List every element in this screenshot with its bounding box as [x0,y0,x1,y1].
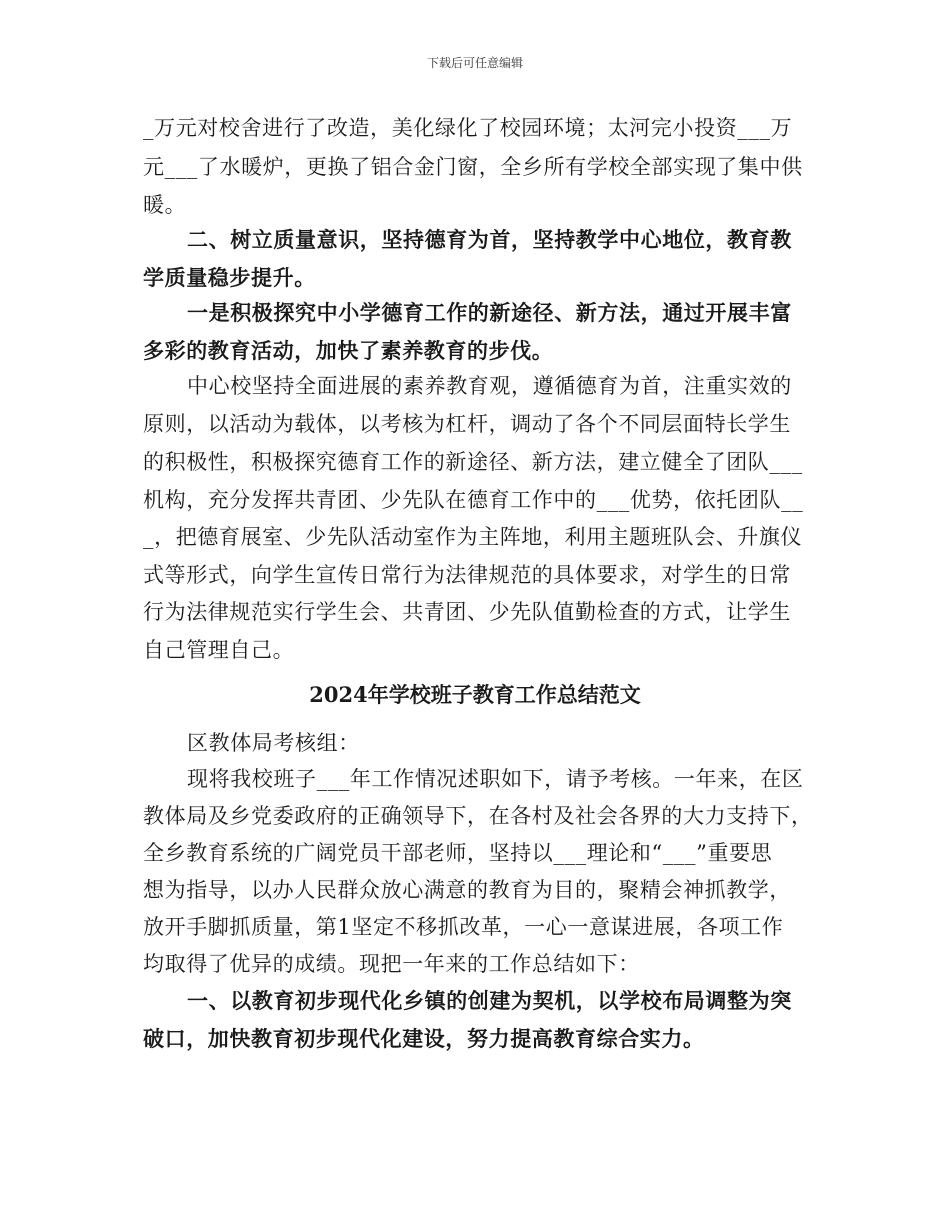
paragraph-line: 元___了水暖炉，更换了铝合金门窗，全乡所有学校全部实现了集中供 [143,155,803,179]
document-title: 2024年学校班子教育工作总结范文 [309,682,641,707]
paragraph-line: 教体局及乡党委政府的正确领导下，在各村及社会各界的大力支持下， [143,804,813,828]
paragraph-line: 机构，充分发挥共青团、少先队在德育工作中的___优势，依托团队__ [143,488,804,512]
page-header: 下载后可任意编辑 [426,56,523,70]
paragraph-line: 行为法律规范实行学生会、共青团、少先队值勤检查的方式，让学生 [143,600,791,624]
paragraph-line: _，把德育展室、少先队活动室作为主阵地，利用主题班队会、升旗仪 [143,525,803,549]
paragraph-line: 放开手脚抓质量，第1坚定不移抓改革，一心一意谋进展，各项工作 [143,915,784,939]
subheading-line: 多彩的教育活动，加快了素养教育的步伐。 [143,338,554,363]
section-heading-line: 一、以教育初步现代化乡镇的创建为契机，以学校布局调整为突 [187,988,792,1013]
paragraph-line: 中心校坚持全面进展的素养教育观，遵循德育为首，注重实效的 [187,374,792,398]
paragraph-line: 现将我校班子___年工作情况述职如下，请予考核。一年来，在区 [187,767,804,791]
paragraph-line: 均取得了优异的成绩。现把一年来的工作总结如下： [143,952,640,976]
paragraph-line: 自己管理自己。 [143,638,295,662]
paragraph-line: 式等形式，向学生宣传日常行为法律规范的具体要求，对学生的日常 [143,563,791,587]
subheading-line: 一是积极探究中小学德育工作的新途径、新方法，通过开展丰富 [187,300,792,325]
paragraph-line: 暖。 [143,193,187,217]
section-heading-line: 二、树立质量意识，坚持德育为首，坚持教学中心地位，教育教 [187,227,792,252]
paragraph-line: 原则，以活动为载体，以考核为杠杆，调动了各个不同层面特长学生 [143,412,791,436]
section-heading-line: 破口，加快教育初步现代化建设，努力提高教育综合实力。 [143,1026,705,1051]
section-heading-line: 学质量稳步提升。 [143,265,316,290]
paragraph-line: 的积极性，积极探究德育工作的新途径、新方法，建立健全了团队___ [143,450,803,474]
paragraph-line: _万元对校舍进行了改造，美化绿化了校园环境；太河完小投资___万 [143,116,793,140]
paragraph-line: 想为指导，以办人民群众放心满意的教育为目的，聚精会神抓教学， [143,878,791,902]
paragraph-line: 全乡教育系统的广阔党员干部老师，坚持以___理论和“___”重要思 [143,841,773,865]
salutation-line: 区教体局考核组： [187,731,360,755]
